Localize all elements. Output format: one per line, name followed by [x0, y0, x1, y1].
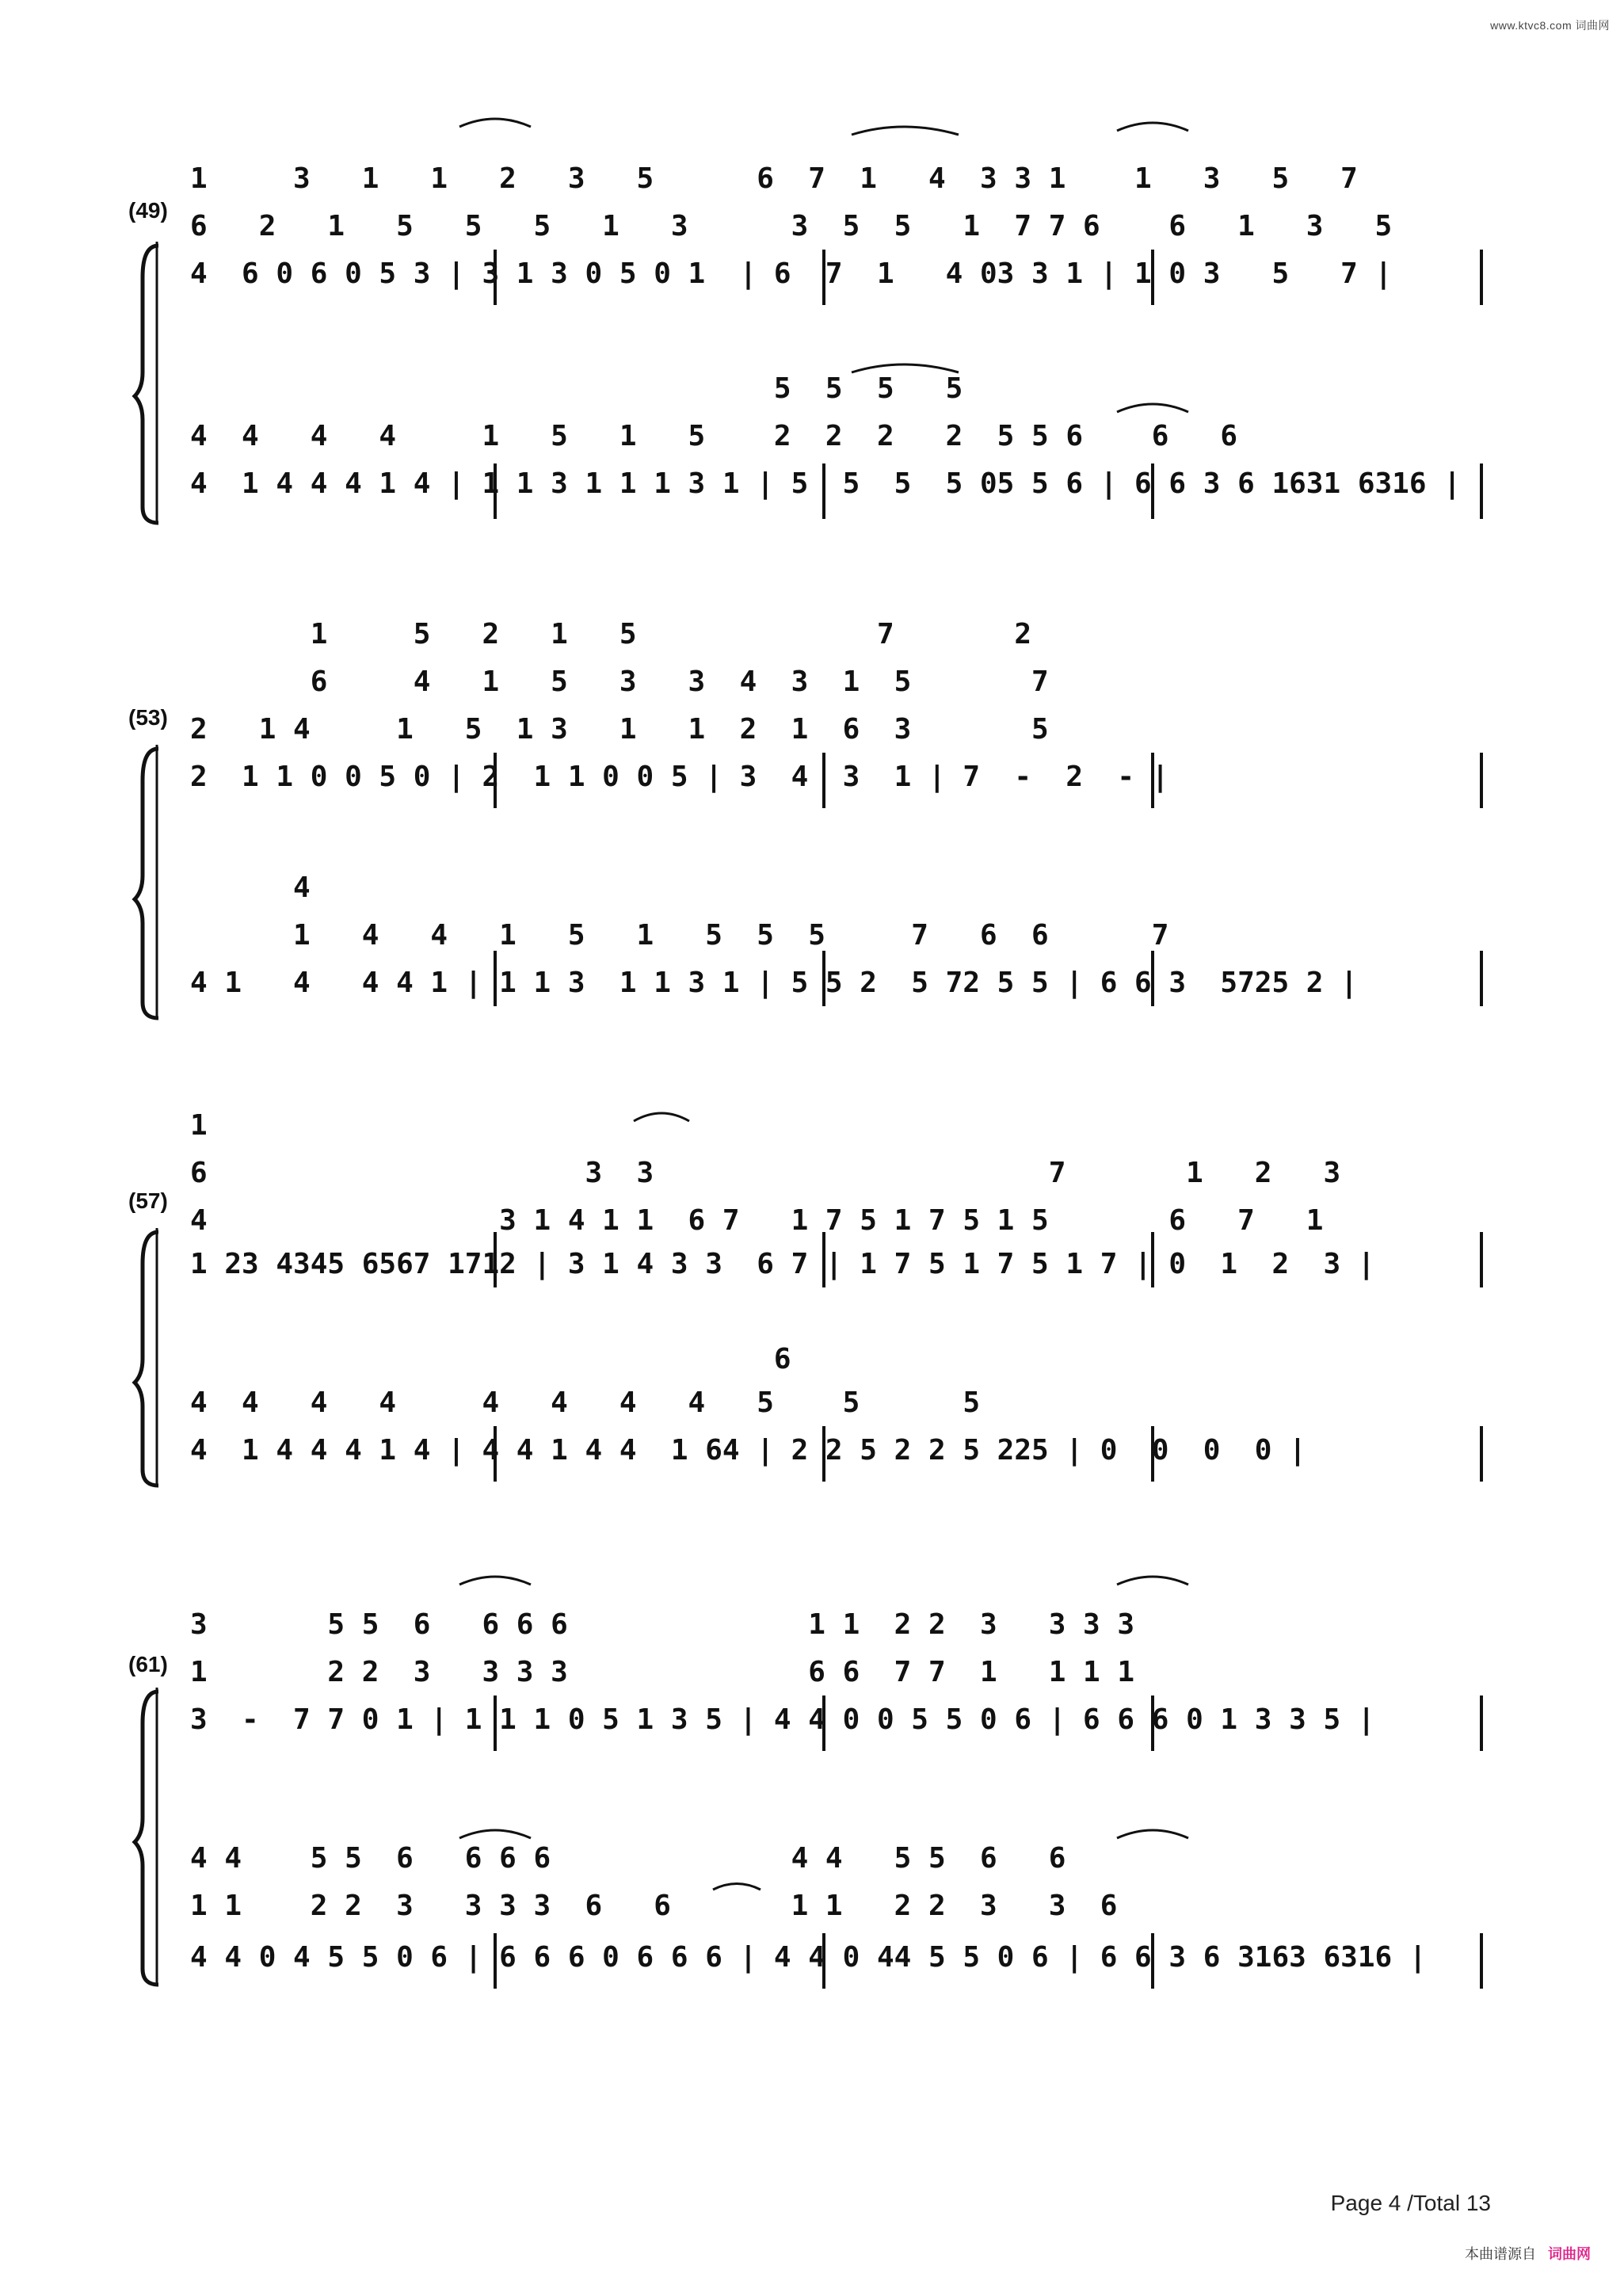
rh-row: 4 3 1 4 1 1 6 7 1 7 5 1 7 5 1 5 6 7 1 [190, 1204, 1324, 1237]
rh-row: 1 23 4345 6567 1712 | 3 1 4 3 3 6 7 | 1 7 5 1 7 5 1 7 | 0 1 2 3 | [190, 1248, 1375, 1280]
lh-row: 4 1 4 4 4 1 4 | 1 1 3 1 1 1 3 1 | 5 5 5 5 05 5 6 | 6 6 3 6 1631 6316 | [190, 467, 1461, 500]
rh-row: 2 1 4 1 5 1 3 1 1 2 1 6 3 5 [190, 713, 1049, 746]
lh-row: 4 4 5 5 6 6 6 6 4 4 5 5 6 6 [190, 1842, 1066, 1875]
measure-number: (61) [128, 1652, 168, 1676]
lh-row: 4 [190, 872, 311, 904]
lh-row: 4 4 0 4 5 5 0 6 | 6 6 6 0 6 6 6 | 4 4 0 44 5 5 0 6 | 6 6 3 6 3163 6316 | [190, 1941, 1427, 1974]
source-note [1465, 2243, 1591, 2264]
rh-row: 1 [190, 1109, 208, 1142]
source-brand: 词曲网 [1548, 2246, 1591, 2262]
lh-row: 5 5 5 5 [190, 372, 963, 405]
lh-row: 4 1 4 4 4 1 4 | 4 4 1 4 4 1 64 | 2 2 5 2 2 5 225 | 0 0 0 0 | [190, 1434, 1306, 1467]
lh-row: 4 4 4 4 4 4 4 4 5 5 5 [190, 1387, 980, 1419]
source-note-text: 本曲谱源自 [1464, 2246, 1536, 2262]
rh-row: 1 2 2 3 3 3 3 6 6 7 7 1 1 1 1 [190, 1656, 1135, 1688]
measure-number: (57) [128, 1188, 168, 1213]
rh-row: 2 1 1 0 0 5 0 | 2 1 1 0 0 5 | 3 4 3 1 | 7 - 2 - | [190, 761, 1169, 793]
rh-row: 3 5 5 6 6 6 6 1 1 2 2 3 3 3 3 [190, 1608, 1135, 1641]
lh-row: 6 [190, 1343, 791, 1375]
rh-row: 6 4 1 5 3 3 4 3 1 5 7 [190, 666, 1049, 698]
site-header: www.ktvc8.com 词曲网 [1490, 19, 1610, 32]
rh-row: 1 5 2 1 5 7 2 [190, 618, 1032, 650]
page-indicator: Page 4 /Total 13 [1330, 2191, 1491, 2215]
measure-number: (49) [128, 198, 168, 223]
lh-row: 4 1 4 4 4 1 | 1 1 3 1 1 3 1 | 5 5 2 5 72 5 5 | 6 6 3 5725 2 | [190, 967, 1358, 999]
rh-row: 1 3 1 1 2 3 5 6 7 1 4 3 3 1 1 3 5 7 [190, 162, 1358, 195]
rh-row: 6 3 3 7 1 2 3 [190, 1157, 1341, 1189]
lh-row: 1 1 2 2 3 3 3 3 6 6 1 1 2 2 3 3 6 [190, 1890, 1118, 1922]
rh-row: 4 6 0 6 0 5 3 | 3 1 3 0 5 0 1 | 6 7 1 4 03 3 1 | 1 0 3 5 7 | [190, 257, 1393, 290]
measure-number: (53) [128, 705, 168, 730]
lh-row: 4 4 4 4 1 5 1 5 2 2 2 2 5 5 6 6 6 [190, 420, 1238, 452]
lh-row: 1 4 4 1 5 1 5 5 5 7 6 6 7 [190, 919, 1169, 952]
rh-row: 6 2 1 5 5 5 1 3 3 5 5 1 7 7 6 6 1 3 5 [190, 210, 1393, 242]
rh-row: 3 - 7 7 0 1 | 1 1 1 0 5 1 3 5 | 4 4 0 0 5 5 0 6 | 6 6 6 0 1 3 3 5 | [190, 1703, 1375, 1736]
